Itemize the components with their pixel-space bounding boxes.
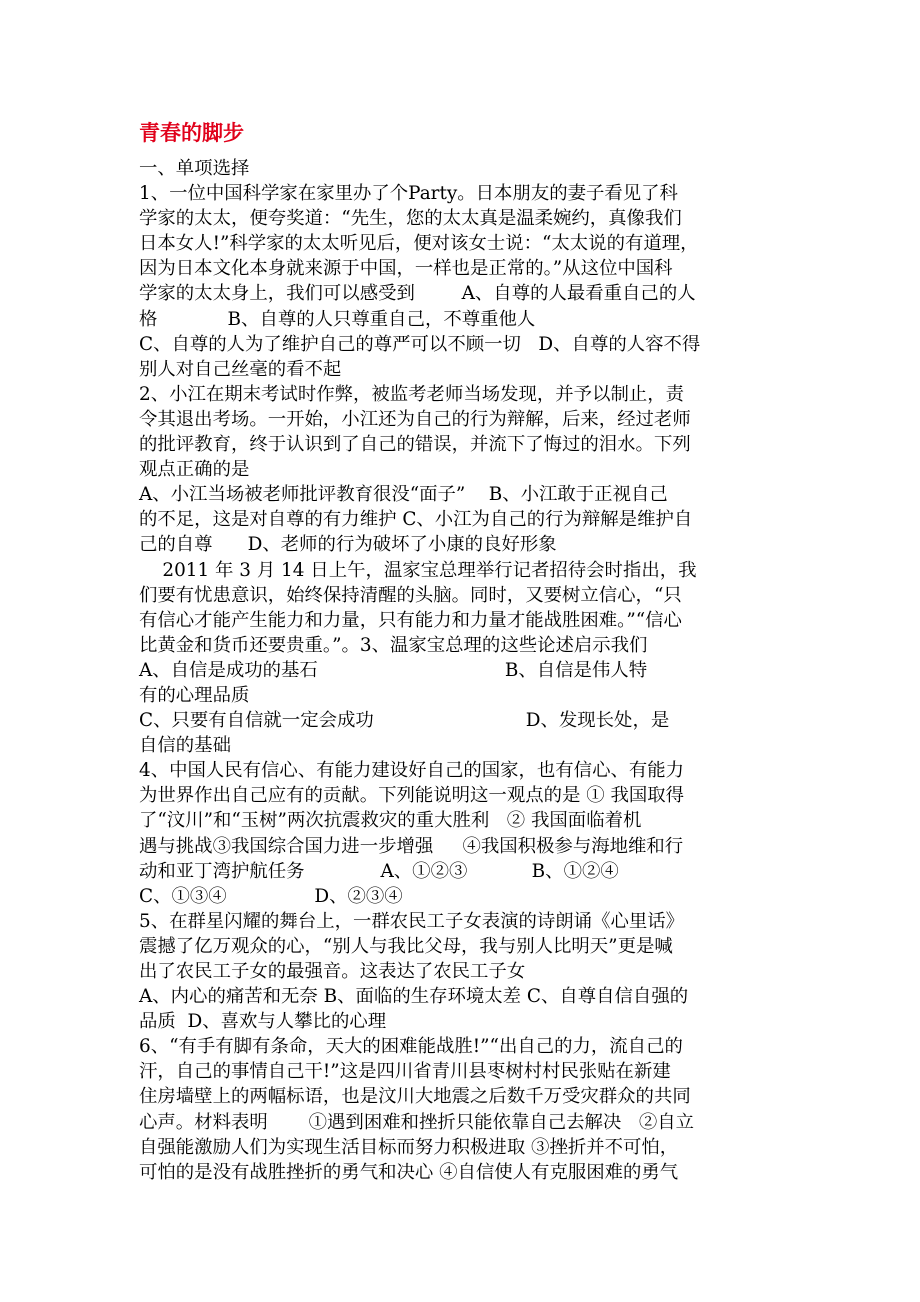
text-line: 学家的太太，便夸奖道：“先生，您的太太真是温柔婉约，真像我们 [139, 208, 682, 230]
text-line: A、自信是成功的基石 B、自信是伟人特 [139, 659, 648, 681]
text-line: 动和亚丁湾护航任务 A、①②③ B、①②④ [139, 860, 619, 882]
text-line: C、①③④ D、②③④ [139, 885, 403, 907]
document-page [139, 118, 789, 1185]
document-title: 青春的脚步 [139, 121, 244, 145]
text-line: 们要有忧患意识，始终保持清醒的头脑。同时，又要树立信心，“只 [139, 584, 682, 606]
text-line: 1、一位中国科学家在家里办了个Party。日本朋友的妻子看见了科 [139, 183, 678, 205]
text-line: 有信心才能产生能力和力量，只有能力和力量才能战胜困难。”“信心 [139, 609, 682, 631]
text-line: 震撼了亿万观众的心，“别人与我比父母，我与别人比明天”更是喊 [139, 935, 673, 957]
text-line: 令其退出考场。一开始，小江还为自己的行为辩解，后来，经过老师 [139, 408, 691, 430]
text-line: 为世界作出自己应有的贡献。下列能说明这一观点的是 ① 我国取得 [139, 785, 685, 807]
text-line: 的批评教育，终于认识到了自己的错误，并流下了悔过的泪水。下列 [139, 434, 691, 456]
text-line: 了“汶川”和“玉树”两次抗震救灾的重大胜利 ② 我国面临着机 [139, 810, 642, 832]
text-line: C、只要有自信就一定会成功 D、发现长处，是 [139, 710, 670, 732]
text-line: 自强能激励人们为实现生活目标而努力积极进取 ③挫折并不可怕， [139, 1136, 679, 1158]
text-line: 5、在群星闪耀的舞台上，一群农民工子女表演的诗朗诵《心里话》 [139, 910, 685, 932]
text-line: 品质 D、喜欢与人攀比的心理 [139, 1011, 387, 1033]
text-line: 2011 年 3 月 14 日上午，温家宝总理举行记者招待会时指出，我 [139, 559, 697, 581]
text-line: 格 B、自尊的人只尊重自己，不尊重他人 [139, 308, 536, 330]
text-line: 自信的基础 [139, 735, 231, 757]
text-line: 6、“有手有脚有条命，天大的困难能战胜!”“出自己的力，流自己的 [139, 1036, 683, 1058]
text-line: 的不足，这是对自尊的有力维护 C、小江为自己的行为辩解是维护自 [139, 509, 693, 531]
text-line: 遇与挑战③我国综合国力进一步增强 ④我国积极参与海地维和行 [139, 835, 684, 857]
text-line: 别人对自己丝毫的看不起 [139, 358, 342, 380]
text-line: 心声。材料表明 ①遇到困难和挫折只能依靠自己去解决 ②自立 [139, 1111, 695, 1133]
text-line: 4、中国人民有信心、有能力建设好自己的国家，也有信心、有能力 [139, 760, 685, 782]
document-content [139, 118, 789, 1185]
text-line: 可怕的是没有战胜挫折的勇气和决心 ④自信使人有克服困难的勇气 [139, 1161, 679, 1183]
text-line: 住房墙壁上的两幅标语，也是汶川大地震之后数千万受灾群众的共同 [139, 1086, 691, 1108]
text-line: 出了农民工子女的最强音。这表达了农民工子女 [139, 961, 526, 982]
text-line: 2、小江在期末考试时作弊，被监考老师当场发现，并予以制止，责 [139, 383, 685, 405]
text-line: 学家的太太身上，我们可以感受到 A、自尊的人最看重自己的人 [139, 283, 696, 305]
document-body [139, 156, 789, 1185]
text-line: C、自尊的人为了维护自己的尊严可以不顾一切 D、自尊的人容不得 [139, 333, 701, 355]
text-line: 一、单项选择 [139, 158, 250, 179]
text-line: 己的自尊 D、老师的行为破坏了小康的良好形象 [139, 534, 557, 556]
text-line: 因为日本文化本身就来源于中国，一样也是正常的。”从这位中国科 [139, 258, 673, 280]
text-line: A、内心的痛苦和无奈 B、面临的生存环境太差 C、自尊自信自强的 [139, 986, 689, 1008]
text-line: A、小江当场被老师批评教育很没“面子” B、小江敢于正视自己 [139, 484, 668, 506]
text-line: 日本女人!”科学家的太太听见后，便对该女士说：“太太说的有道理， [139, 233, 699, 255]
text-line: 汗，自己的事情自己干!”这是四川省青川县枣树村村民张贴在新建 [139, 1061, 671, 1083]
text-line: 有的心理品质 [139, 684, 250, 706]
text-line: 观点正确的是 [139, 459, 250, 481]
text-line: 比黄金和货币还要贵重。”。3、温家宝总理的这些论述启示我们 [139, 634, 648, 656]
